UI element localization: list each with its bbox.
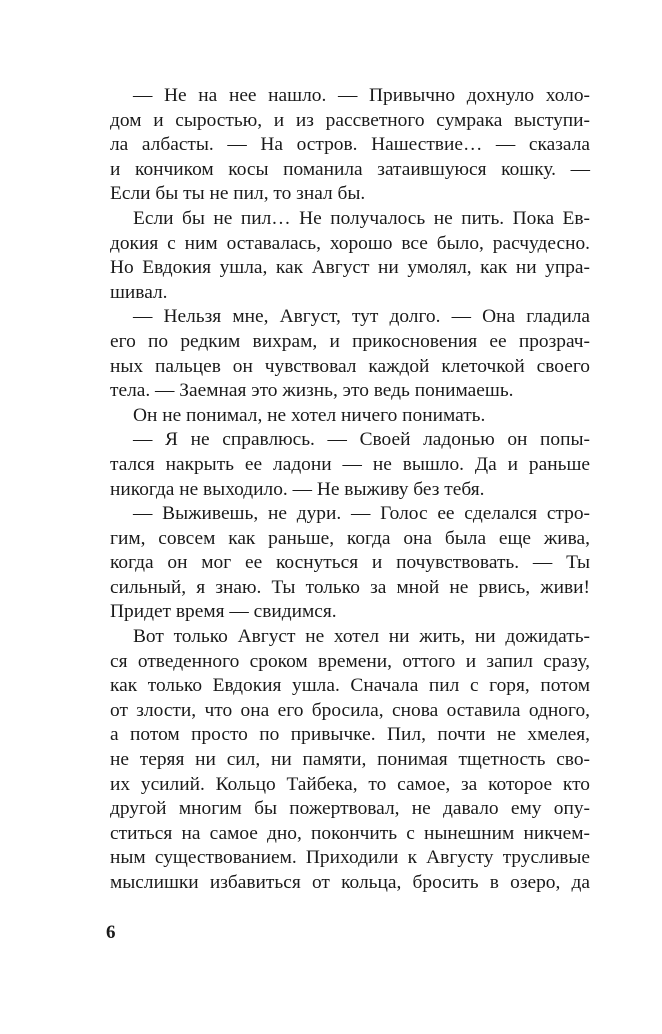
- text-line: — Выживешь, не дури. — Голос ее сделался стро-: [133, 503, 590, 525]
- text-line: не теряя ни сил, ни памяти, понимая тщетность сво-: [110, 749, 590, 771]
- text-line: от злости, что она его бросила, снова оставила одного,: [110, 699, 590, 721]
- text-line: Он не понимал, не хотел ничего понимать.: [133, 404, 486, 426]
- text-line: — Нельзя мне, Август, тут долго. — Она гладила: [133, 306, 590, 328]
- text-line: как только Евдокия ушла. Сначала пил с горя, потом: [110, 675, 590, 697]
- text-line: докия с ним оставалась, хорошо все было, расчудесно.: [110, 232, 590, 254]
- text-line: их усилий. Кольцо Тайбека, то самое, за которое кто: [110, 773, 590, 795]
- text-line: ным существованием. Приходили к Августу трусливые: [110, 847, 590, 869]
- text-line: никогда не выходило. — Не выживу без тебя.: [110, 478, 485, 500]
- text-line: дом и сыростью, и из рассветного сумрака выступи-: [110, 109, 590, 131]
- text-line: шивал.: [110, 281, 168, 303]
- text-line: Но Евдокия ушла, как Август ни умолял, как ни упра-: [110, 257, 590, 279]
- text-line: ститься на самое дно, покончить с нынешним никчем-: [110, 822, 590, 844]
- body-text: [110, 84, 590, 896]
- text-line: — Я не справлюсь. — Своей ладонью он попы-: [133, 429, 590, 451]
- text-line: когда он мог ее коснуться и почувствовать. — Ты: [110, 552, 590, 574]
- text-line: ла албасты. — На остров. Нашествие… — сказала: [110, 134, 590, 156]
- text-line: гим, совсем как раньше, когда она была еще жива,: [110, 527, 590, 549]
- text-line: Придет время — свидимся.: [110, 601, 337, 623]
- text-line: его по редким вихрам, и прикосновения ее прозрач-: [110, 330, 590, 352]
- text-line: а потом просто по привычке. Пил, почти не хмелея,: [110, 724, 590, 746]
- page-number: 6: [106, 922, 116, 943]
- text-line: ся отведенного сроком времени, оттого и запил сразу,: [110, 650, 590, 672]
- text-line: мыслишки избавиться от кольца, бросить в озеро, да: [110, 872, 590, 893]
- text-line: Вот только Август не хотел ни жить, ни дожидать-: [133, 626, 590, 648]
- text-line: тался накрыть ее ладони — не вышло. Да и раньше: [110, 453, 590, 475]
- text-line: и кончиком косы поманила затаившуюся кошку. —: [110, 158, 590, 180]
- text-line: сильный, я знаю. Ты только за мной не рвись, живи!: [110, 576, 590, 598]
- text-line: тела. — Заемная это жизнь, это ведь понимаешь.: [110, 380, 514, 402]
- text-line: Если бы не пил… Не получалось не пить. Пока Ев-: [133, 207, 590, 229]
- text-line: другой многим бы пожертвовал, не давало ему опу-: [110, 798, 590, 820]
- text-line: Если бы ты не пил, то знал бы.: [110, 183, 366, 205]
- text-line: ных пальцев он чувствовал каждой клеточкой своего: [110, 355, 590, 377]
- text-line: — Не на нее нашло. — Привычно дохнуло холо-: [133, 85, 590, 106]
